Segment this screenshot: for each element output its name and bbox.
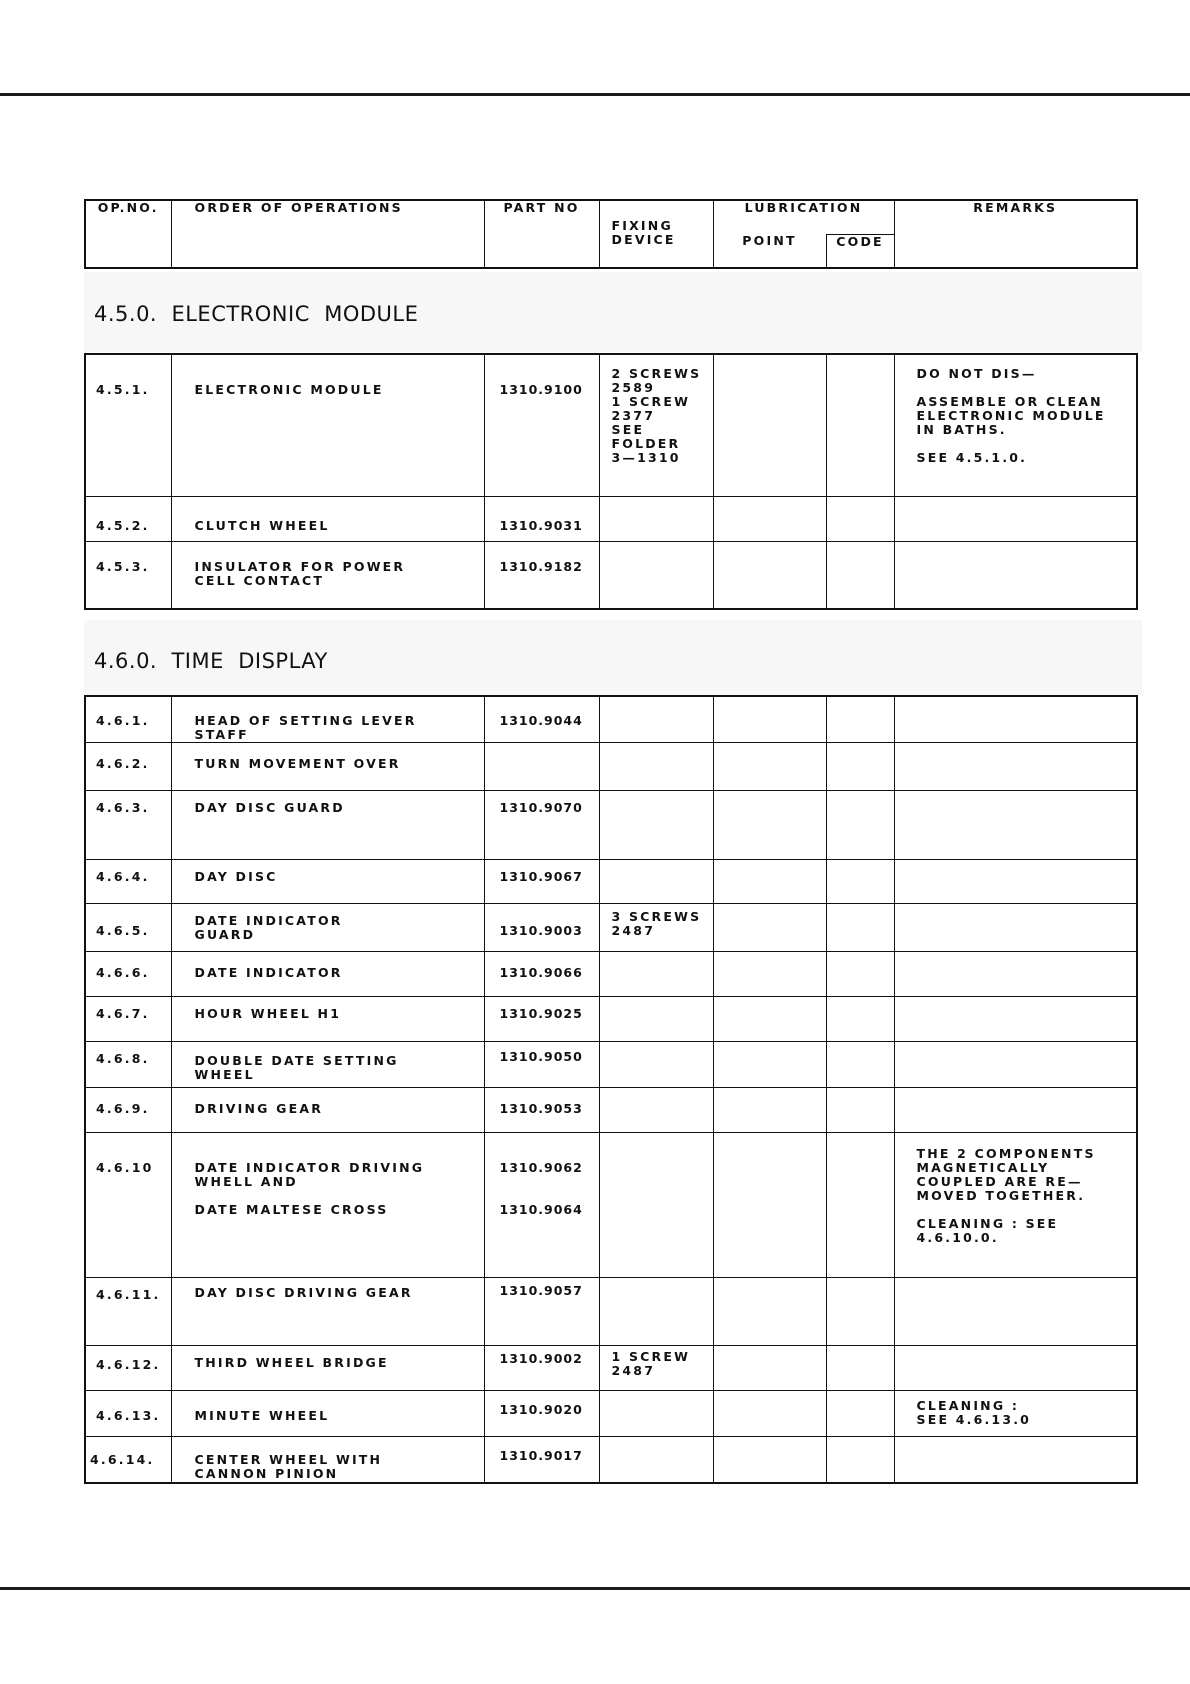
header-remarks: REMARKS <box>894 200 1137 268</box>
table-row <box>85 696 1137 743</box>
fixing-device <box>599 1278 713 1346</box>
remarks <box>894 1042 1137 1088</box>
op-number: 4.6.4. <box>85 860 171 904</box>
lubrication-point <box>713 1437 826 1483</box>
op-number: 4.6.9. <box>85 1088 171 1133</box>
op-number: 4.6.2. <box>85 743 171 791</box>
remarks: DO NOT DIS— ASSEMBLE OR CLEAN ELECTRONIC MODULE IN BATHS. SEE 4.5.1.0. <box>894 354 1137 496</box>
fixing-device <box>599 860 713 904</box>
top-rule <box>0 93 1190 96</box>
op-number: 4.5.3. <box>85 541 171 609</box>
lubrication-code <box>826 1088 894 1133</box>
lubrication-point <box>713 791 826 860</box>
fixing-device <box>599 1133 713 1278</box>
lubrication-point <box>713 860 826 904</box>
op-number: 4.6.13. <box>85 1391 171 1437</box>
table-row <box>85 1133 1137 1278</box>
operation-name: TURN MOVEMENT OVER <box>171 743 484 791</box>
part-number: 1310.9031 <box>484 496 599 541</box>
operation-name: HEAD OF SETTING LEVER STAFF <box>171 696 484 743</box>
table-row <box>85 1346 1137 1391</box>
fixing-device: 2 SCREWS 2589 1 SCREW 2377 SEE FOLDER 3—1310 <box>599 354 713 496</box>
table-row <box>85 1391 1137 1437</box>
lubrication-point <box>713 496 826 541</box>
part-number: 1310.9066 <box>484 952 599 997</box>
lubrication-code <box>826 743 894 791</box>
part-number: 1310.9070 <box>484 791 599 860</box>
op-number: 4.6.5. <box>85 904 171 952</box>
fixing-device <box>599 743 713 791</box>
lubrication-point <box>713 1391 826 1437</box>
remarks <box>894 541 1137 609</box>
op-number: 4.6.10 <box>85 1133 171 1278</box>
lubrication-code <box>826 1391 894 1437</box>
fixing-device: 1 SCREW 2487 <box>599 1346 713 1391</box>
header-part-no: PART NO <box>484 200 599 268</box>
part-number: 1310.9062 1310.9064 <box>484 1133 599 1278</box>
lubrication-code <box>826 1346 894 1391</box>
remarks <box>894 743 1137 791</box>
operation-name: DAY DISC <box>171 860 484 904</box>
table-row <box>85 997 1137 1042</box>
operation-name: CENTER WHEEL WITH CANNON PINION <box>171 1437 484 1483</box>
lubrication-code <box>826 860 894 904</box>
table-row <box>85 952 1137 997</box>
remarks <box>894 496 1137 541</box>
remarks <box>894 904 1137 952</box>
lubrication-code <box>826 1133 894 1278</box>
table-row <box>85 904 1137 952</box>
remarks <box>894 696 1137 743</box>
op-number: 4.6.12. <box>85 1346 171 1391</box>
fixing-device <box>599 696 713 743</box>
operation-name: ELECTRONIC MODULE <box>171 354 484 496</box>
part-number: 1310.9044 <box>484 696 599 743</box>
operation-name: DATE INDICATOR <box>171 952 484 997</box>
header-op-no: OP.NO. <box>85 200 171 268</box>
lubrication-point <box>713 997 826 1042</box>
operation-name: HOUR WHEEL H1 <box>171 997 484 1042</box>
lubrication-code <box>826 496 894 541</box>
fixing-device <box>599 1437 713 1483</box>
header-fixing-device: FIXING DEVICE <box>599 200 713 268</box>
header-table <box>84 199 1138 269</box>
remarks <box>894 1088 1137 1133</box>
lubrication-code <box>826 791 894 860</box>
lubrication-code <box>826 354 894 496</box>
lubrication-point <box>713 743 826 791</box>
lubrication-point <box>713 541 826 609</box>
op-number: 4.5.2. <box>85 496 171 541</box>
lubrication-point <box>713 1088 826 1133</box>
header-lubrication: LUBRICATION <box>713 200 894 234</box>
lubrication-code <box>826 1437 894 1483</box>
part-number: 1310.9067 <box>484 860 599 904</box>
operation-name: THIRD WHEEL BRIDGE <box>171 1346 484 1391</box>
operation-name: DRIVING GEAR <box>171 1088 484 1133</box>
part-number: 1310.9053 <box>484 1088 599 1133</box>
lubrication-point <box>713 952 826 997</box>
fixing-device <box>599 952 713 997</box>
operation-name: DOUBLE DATE SETTING WHEEL <box>171 1042 484 1088</box>
remarks <box>894 1346 1137 1391</box>
op-number: 4.6.14. <box>85 1437 171 1483</box>
remarks: CLEANING : SEE 4.6.13.0 <box>894 1391 1137 1437</box>
lubrication-code <box>826 1278 894 1346</box>
remarks <box>894 860 1137 904</box>
table-row <box>85 1042 1137 1088</box>
remarks: THE 2 COMPONENTS MAGNETICALLY COUPLED ARE RE— MOVED TOGETHER. CLEANING : SEE 4.6.10.0. <box>894 1133 1137 1278</box>
header-lubrication-code: CODE <box>826 234 894 268</box>
section-title-electronic-module: 4.5.0. ELECTRONIC MODULE <box>94 302 419 326</box>
operation-name: DAY DISC DRIVING GEAR <box>171 1278 484 1346</box>
remarks <box>894 952 1137 997</box>
operation-name: DAY DISC GUARD <box>171 791 484 860</box>
operation-name: DATE INDICATOR DRIVING WHELL AND DATE MALTESE CROSS <box>171 1133 484 1278</box>
operation-name: MINUTE WHEEL <box>171 1391 484 1437</box>
table-row <box>85 791 1137 860</box>
fixing-device <box>599 1391 713 1437</box>
table-row <box>85 1437 1137 1483</box>
part-number: 1310.9057 <box>484 1278 599 1346</box>
header-lubrication-point: POINT <box>713 234 826 268</box>
op-number: 4.6.3. <box>85 791 171 860</box>
fixing-device <box>599 997 713 1042</box>
section-title-time-display: 4.6.0. TIME DISPLAY <box>94 649 328 673</box>
table-row <box>85 1278 1137 1346</box>
lubrication-point <box>713 904 826 952</box>
fixing-device <box>599 1088 713 1133</box>
op-number: 4.6.7. <box>85 997 171 1042</box>
remarks <box>894 997 1137 1042</box>
op-number: 4.5.1. <box>85 354 171 496</box>
lubrication-code <box>826 952 894 997</box>
lubrication-point <box>713 1133 826 1278</box>
part-number: 1310.9017 <box>484 1437 599 1483</box>
remarks <box>894 1437 1137 1483</box>
lubrication-point <box>713 1278 826 1346</box>
lubrication-code <box>826 1042 894 1088</box>
table-row <box>85 496 1137 541</box>
table-row <box>85 1088 1137 1133</box>
lubrication-point <box>713 696 826 743</box>
op-number: 4.6.11. <box>85 1278 171 1346</box>
operation-name: INSULATOR FOR POWER CELL CONTACT <box>171 541 484 609</box>
op-number: 4.6.8. <box>85 1042 171 1088</box>
bottom-rule <box>0 1587 1190 1590</box>
fixing-device: 3 SCREWS 2487 <box>599 904 713 952</box>
table-row <box>85 541 1137 609</box>
lubrication-code <box>826 541 894 609</box>
operation-name: DATE INDICATOR GUARD <box>171 904 484 952</box>
operation-name: CLUTCH WHEEL <box>171 496 484 541</box>
fixing-device <box>599 1042 713 1088</box>
electronic-module-table <box>84 353 1138 610</box>
part-number: 1310.9025 <box>484 997 599 1042</box>
lubrication-point <box>713 1346 826 1391</box>
part-number: 1310.9002 <box>484 1346 599 1391</box>
fixing-device <box>599 541 713 609</box>
part-number: 1310.9050 <box>484 1042 599 1088</box>
time-display-table <box>84 695 1138 1484</box>
table-row <box>85 860 1137 904</box>
part-number: 1310.9182 <box>484 541 599 609</box>
fixing-device <box>599 791 713 860</box>
remarks <box>894 791 1137 860</box>
op-number: 4.6.6. <box>85 952 171 997</box>
header-order-of-operations: ORDER OF OPERATIONS <box>171 200 484 268</box>
lubrication-point <box>713 1042 826 1088</box>
part-number: 1310.9020 <box>484 1391 599 1437</box>
part-number <box>484 743 599 791</box>
lubrication-code <box>826 997 894 1042</box>
table-row <box>85 743 1137 791</box>
lubrication-point <box>713 354 826 496</box>
part-number: 1310.9100 <box>484 354 599 496</box>
remarks <box>894 1278 1137 1346</box>
fixing-device <box>599 496 713 541</box>
part-number: 1310.9003 <box>484 904 599 952</box>
lubrication-code <box>826 696 894 743</box>
lubrication-code <box>826 904 894 952</box>
op-number: 4.6.1. <box>85 696 171 743</box>
table-row <box>85 354 1137 496</box>
